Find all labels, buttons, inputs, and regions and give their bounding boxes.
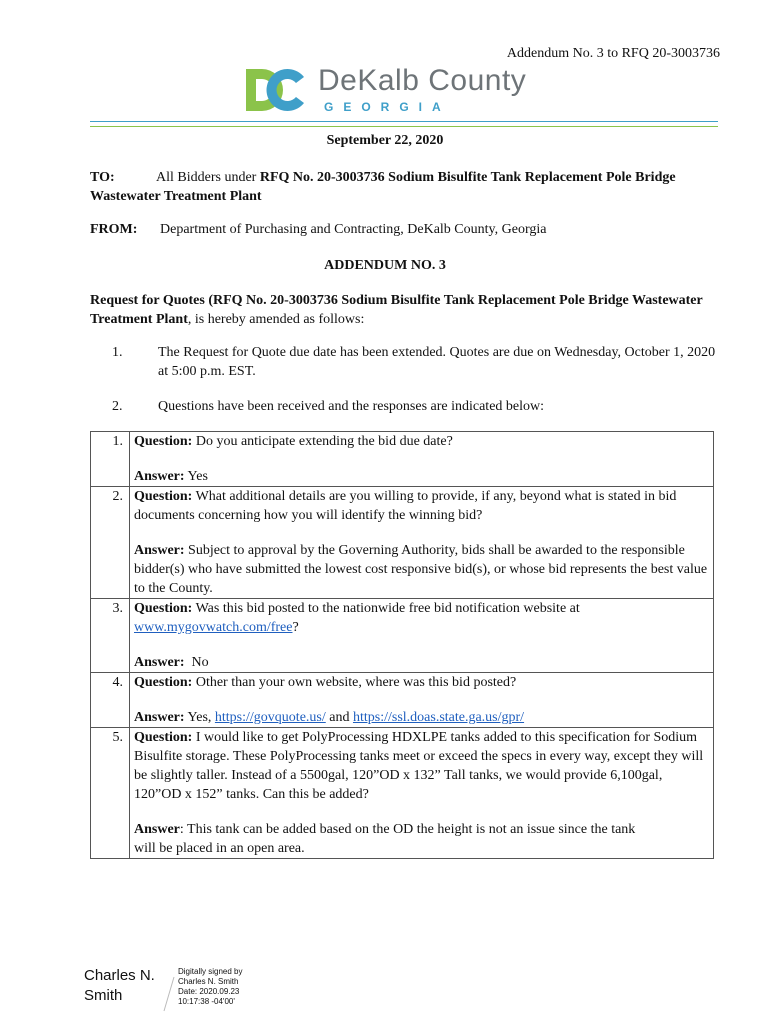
answer-label: Answer (134, 822, 180, 837)
answer-text: No (191, 655, 209, 670)
doas-gpr-link[interactable]: https://ssl.doas.state.ga.us/gpr/ (352, 710, 525, 725)
from-label: FROM: (90, 222, 138, 237)
signature-name-line1: Charles N. (84, 967, 155, 984)
qa-table (90, 431, 714, 859)
intro-bold: Request for Quotes (RFQ No. 20-3003736 Sodium Bisulfite Tank Replacement Pole Bridge Wastewater Treatment Plant (90, 293, 703, 327)
question-text: Other than your own website, where was this bid posted? (195, 675, 517, 690)
question-label: Question: (134, 730, 193, 745)
addendum-heading: ADDENDUM NO. 3 (324, 258, 446, 273)
table-row (91, 432, 714, 487)
memo-date: September 22, 2020 (326, 133, 444, 148)
list-item-number: 2. (112, 399, 123, 414)
answer-label: Answer: (134, 655, 185, 670)
dc-logo-icon (244, 67, 308, 113)
header-rule-blue (90, 121, 718, 122)
list-item-number: 1. (112, 345, 123, 360)
from-text: Department of Purchasing and Contracting, DeKalb County, Georgia (160, 222, 547, 237)
answer-text: Yes (187, 469, 208, 484)
answer-text: Yes, (187, 710, 215, 725)
qa-number: 3. (91, 599, 130, 673)
signature-meta-line2: Charles N. Smith (178, 977, 239, 986)
signature-meta-line4: 10:17:38 -04'00' (178, 997, 235, 1006)
to-prefix: All Bidders under (156, 170, 260, 185)
logo-county-name: DeKalb County (318, 64, 527, 97)
list-item-text: The Request for Quote due date has been extended. Quotes are due on Wednesday, October 1, 2020 at 5:00 p.m. EST. (158, 345, 716, 379)
answer-mid: and (325, 710, 353, 725)
to-label: TO: (90, 170, 115, 185)
table-row (91, 673, 714, 728)
qa-number: 1. (91, 432, 130, 487)
logo-state-name: GEORGIA (324, 100, 451, 114)
addendum-reference: Addendum No. 3 to RFQ 20-3003736 (506, 46, 720, 61)
memo-from (90, 222, 720, 238)
question-text: I would like to get PolyProcessing HDXLPE tanks added to this specification for Sodium Bisulfite storage. These PolyProcessing tanks meet or exceed the specs in every way, except they will be slightly taller. Instead of a 5500gal, 120”OD x 132” Tall tanks, we would provide 6,100gal, 120”OD x 152” tanks. Can this be added? (134, 730, 704, 802)
header-rule-green (90, 126, 718, 127)
qa-cell (130, 599, 714, 673)
table-row (91, 487, 714, 599)
qa-cell (130, 487, 714, 599)
answer-label: Answer: (134, 710, 185, 725)
question-suffix: ? (292, 620, 299, 635)
question-label: Question: (134, 489, 193, 504)
answer-text: Subject to approval by the Governing Authority, bids shall be awarded to the responsible bidder(s) who have submitted the lowest cost responsive bid(s), or whose bid represents the best value to the County. (134, 543, 708, 596)
dekalb-county-logo (244, 66, 526, 114)
signature-meta-line3: Date: 2020.09.23 (178, 987, 240, 996)
qa-number: 2. (91, 487, 130, 599)
question-label: Question: (134, 675, 193, 690)
list-item (90, 343, 720, 381)
list-item (90, 397, 720, 416)
table-row (91, 728, 714, 859)
signature-name-line2: Smith (84, 987, 123, 1004)
qa-cell (130, 432, 714, 487)
intro-paragraph (90, 291, 720, 329)
memo-to (90, 168, 720, 206)
signature-name (84, 966, 155, 1006)
question-text: Was this bid posted to the nationwide free bid notification website at (195, 601, 580, 616)
question-label: Question: (134, 601, 193, 616)
to-rfq-title: RFQ No. 20-3003736 Sodium Bisulfite Tank Replacement Pole Bridge Wastewater Treatment Plant (90, 170, 676, 204)
intro-rest: , is hereby amended as follows: (187, 312, 365, 327)
signature-stroke-icon (160, 975, 178, 1015)
answer-label: Answer: (134, 469, 185, 484)
question-text: What additional details are you willing to provide, if any, beyond what is stated in bid documents concerning how you will identify the winning bid? (134, 489, 677, 523)
table-row (91, 599, 714, 673)
qa-cell (130, 728, 714, 859)
qa-cell (130, 673, 714, 728)
signature-details (178, 967, 242, 1007)
signature-meta-line1: Digitally signed by (178, 967, 243, 976)
mygovwatch-link[interactable]: www.mygovwatch.com/free (134, 620, 293, 635)
question-label: Question: (134, 434, 193, 449)
answer-label: Answer: (134, 543, 185, 558)
question-text: Do you anticipate extending the bid due date? (195, 434, 453, 449)
qa-number: 5. (91, 728, 130, 859)
qa-number: 4. (91, 673, 130, 728)
list-item-text: Questions have been received and the responses are indicated below: (158, 399, 545, 414)
answer-text: : This tank can be added based on the OD the height is not an issue since the tank will be placed in an open area. (134, 822, 636, 856)
govquote-link[interactable]: https://govquote.us/ (214, 710, 326, 725)
